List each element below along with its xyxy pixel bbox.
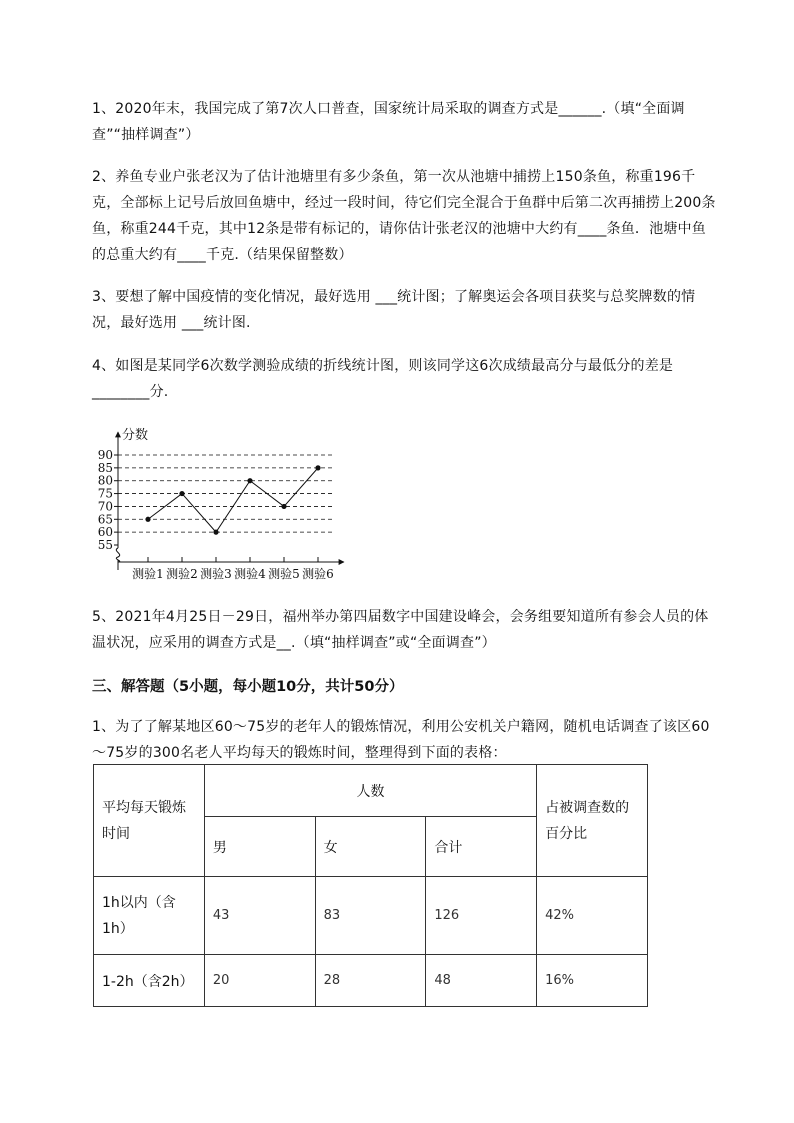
table-row <box>94 877 648 955</box>
row-male: 43 <box>204 877 315 955</box>
section-title: 三、解答题（5小题，每小题10分，共计50分） <box>92 679 404 695</box>
data-point <box>281 504 286 509</box>
y-tick-label: 80 <box>97 473 113 488</box>
row-male: 20 <box>204 955 315 1007</box>
x-tick-label: 测验2 <box>166 567 198 581</box>
series-line <box>148 468 318 532</box>
header-male: 男 <box>204 817 315 877</box>
question-4: 4、如图是某同学6次数学测验成绩的折线统计图，则该同学这6次成绩最高分与最低分的差是________分. <box>92 358 674 400</box>
data-point <box>145 517 150 522</box>
question-3: 3、要想了解中国疫情的变化情况，最好选用 ___统计图；了解奥运会各项目获奖与总奖牌数的情况，最好选用 ___统计图. <box>92 289 696 331</box>
question-5: 5、2021年4月25日－29日，福州举办第四届数字中国建设峰会，会务组要知道所有参会人员的体温状况，应采用的调查方式是__.（填“抽样调查”或“全面调查”） <box>92 609 709 651</box>
data-point <box>315 465 320 470</box>
y-axis-break <box>116 548 119 562</box>
y-tick-label: 85 <box>97 460 113 475</box>
x-tick-label: 测验5 <box>268 567 300 581</box>
header-percent: 占被调查数的百分比 <box>537 765 648 877</box>
x-tick-label: 测验4 <box>234 567 266 581</box>
row-percent: 42% <box>537 877 648 955</box>
x-tick-label: 测验3 <box>200 567 232 581</box>
score-line-chart <box>96 420 356 588</box>
y-tick-label: 90 <box>97 448 113 462</box>
question-2: 2、养鱼专业户张老汉为了估计池塘里有多少条鱼，第一次从池塘中捕捞上150条鱼，称重196千克，全部标上记号后放回鱼塘中，经过一段时间，待它们完全混合于鱼群中后第二次再捕捞上200条鱼，称重244千克，其中12条是带有标记的，请你估计张老汉的池塘中大约有____条鱼．池塘中鱼的总重大约有____千克.（结果保留整数） <box>92 169 716 263</box>
data-point <box>247 478 252 483</box>
data-point <box>179 491 184 496</box>
question-1: 1、2020年末，我国完成了第7次人口普查，国家统计局采取的调查方式是______.（填“全面调查”“抽样调查”） <box>92 101 685 143</box>
header-time: 平均每天锻炼时间 <box>94 765 205 877</box>
problem-1-text: 1、为了了解某地区60～75岁的老年人的锻炼情况，利用公安机关户籍网，随机电话调查了该区60～75岁的300名老人平均每天的锻炼时间，整理得到下面的表格： <box>92 719 710 761</box>
row-female: 83 <box>315 877 426 955</box>
y-tick-label: 70 <box>97 499 113 514</box>
row-time: 1-2h（含2h） <box>94 955 205 1007</box>
row-percent: 16% <box>537 955 648 1007</box>
row-female: 28 <box>315 955 426 1007</box>
y-tick-label: 65 <box>97 512 113 527</box>
y-axis-label: 分数 <box>122 428 149 443</box>
row-total: 48 <box>426 955 537 1007</box>
x-tick-label: 测验1 <box>132 567 164 581</box>
data-point <box>213 530 218 535</box>
header-total: 合计 <box>426 817 537 877</box>
y-tick-label: 60 <box>97 525 113 540</box>
row-total: 126 <box>426 877 537 955</box>
table-row <box>94 955 648 1007</box>
y-tick-label: 55 <box>97 538 113 552</box>
row-time: 1h以内（含1h） <box>94 877 205 955</box>
header-people: 人数 <box>204 765 536 817</box>
x-tick-label: 测验6 <box>302 567 334 581</box>
header-female: 女 <box>315 817 426 877</box>
survey-table <box>93 764 648 1007</box>
y-tick-label: 75 <box>97 486 113 501</box>
